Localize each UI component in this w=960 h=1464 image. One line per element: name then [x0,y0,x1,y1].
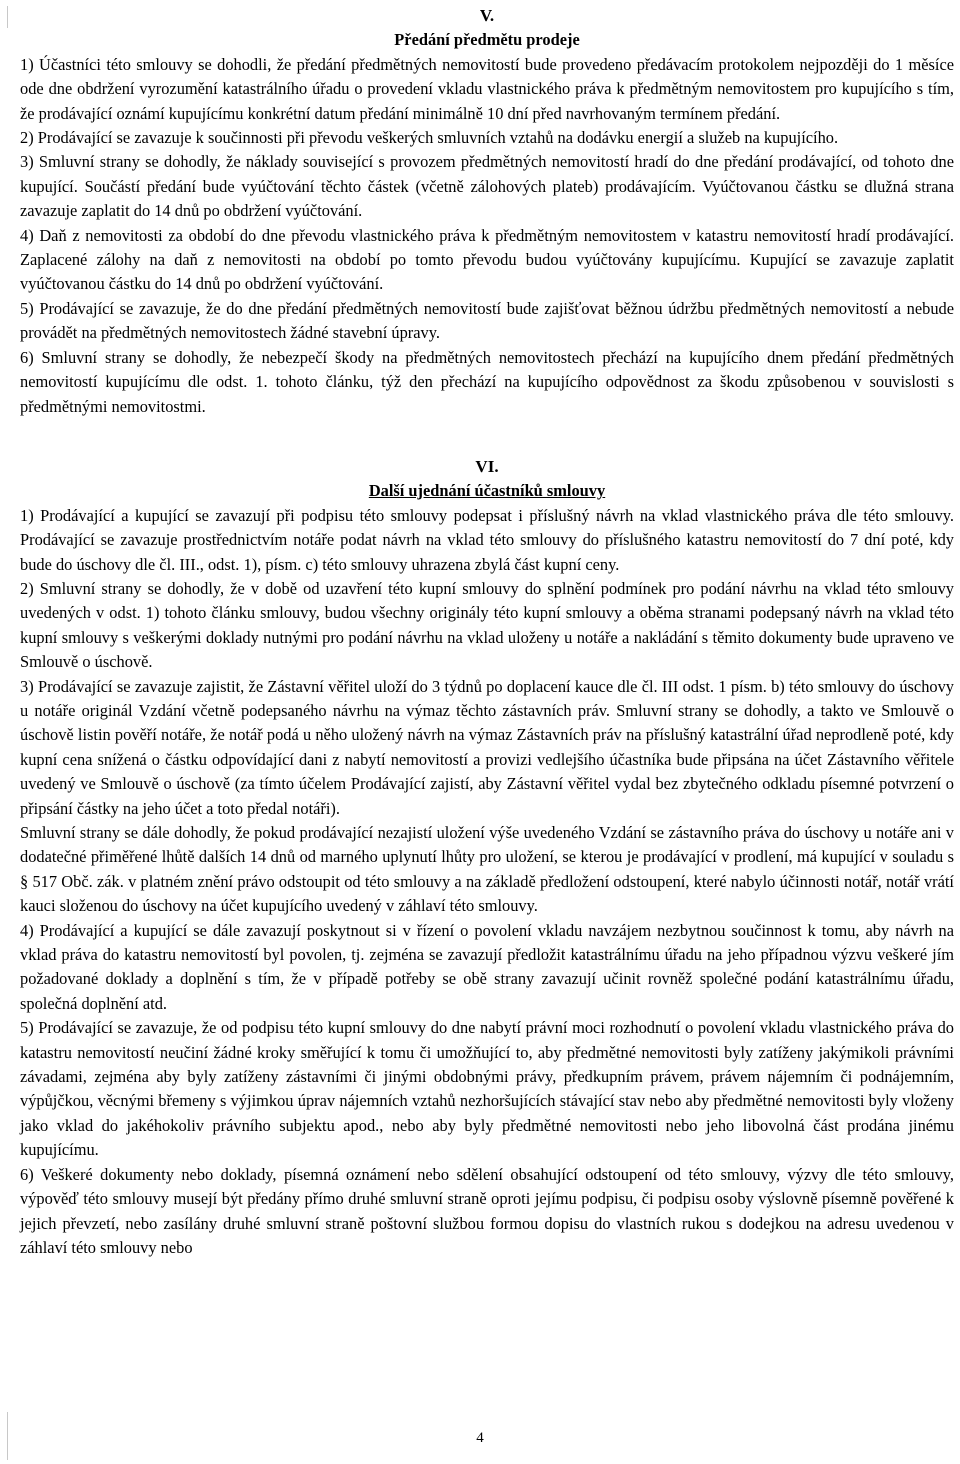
section-5-paragraph-5: 5) Prodávající se zavazuje, že do dne předání předmětných nemovitostí bude zajišťovat běžnou údržbu předmětných nemovitostí a nebude provádět na předmětných nemovitostech žádné stavební úpravy. [20,298,954,343]
section-6-paragraph-3: 3) Prodávající se zavazuje zajistit, že Zástavní věřitel uloží do 3 týdnů po doplacení kauce dle čl. III odst. 1 písm. b) této smlouvy do úschovy u notáře originál Vzdání včetně podepsaného návrhu na výmaz těchto zástavních práv. Smluvní strany se dohodly, a takto ve Smlouvě o úschově listin pověří notáře, že notář podá u něho uložený návrh na výmaz Zástavních práv na příslušný katastrální úřad neprodleně poté, kdy kupní cena snížená o částku odpovídající dani z nabytí nemovitostí a provizi vedlejšího účastníka bude připsána na účet Zástavního věřitele uvedený ve Smlouvě o úschově (za tímto účelem Prodávající zajistí, aby Zástavní věřitel vydal bez zbytečného odkladu písemné potvrzení o připsání částky na jeho účet a toto předal notáři). [20,676,954,818]
section-6-paragraph-3-continued: Smluvní strany se dále dohodly, že pokud prodávající nezajistí uložení výše uvedeného Vzdání se zástavního práva do úschovy u notáře ani v dodatečné přiměřené lhůtě dalších 14 dnů od marného uplynutí lhůty pro uložení, se kterou je prodávající v prodlení, má kupující v souladu s § 517 Obč. zák. v platném znění právo odstoupit od této smlouvy a na základě předložení odstoupení, které nabylo účinnosti notář, notář vrátí kauci složenou do úschovy na účet kupujícího uvedený v záhlaví této smlouvy. [20,823,954,916]
section-5-paragraph-6: 6) Smluvní strany se dohodly, že nebezpečí škody na předmětných nemovitostech přechází na kupujícího dnem předání předmětných nemovitostí kupujícímu dle odst. 1. tohoto článku, týž den přechází na kupujícího odpovědnost za škodu způsobenou v souvislosti s předmětnými nemovitostmi. [20,347,954,416]
section-6-number: VI. [475,456,499,476]
section-6-paragraph-5: 5) Prodávající se zavazuje, že od podpisu této kupní smlouvy do dne nabytí právní moci rozhodnutí o povolení vkladu vlastnického práva do katastru nemovitostí neučiní žádné kroky směřující k tomu či umožňující to, aby předmětné nemovitosti byly zatíženy jakýmikoli právními závadami, zejména aby byly zatíženy zástavními či jinými obdobnými právy, předkupním právem, právem nájemním či podnájemním, výpůjčkou, věcnými břemeny s výjimkou úprav nájemních vztahů nezhoršujících stávající stav nebo aby předmětné nemovitosti byly vloženy jako vklad do jakéhokoliv právního subjektu apod., nebo aby byly předmětné nemovitosti nebo jeho libovolná část prodána jinému kupujícímu. [20,1018,954,1160]
section-5-paragraph-4: 4) Daň z nemovitosti za období do dne převodu vlastnického práva k předmětným nemovitostem v katastru nemovitostí hradí prodávající. Zaplacené zálohy na daň z nemovitosti na období po tomto převodu budou vyúčtovány kupujícímu. Kupující se zavazuje zaplatit vyúčtovanou částku do 14 dnů po obdržení vyúčtování. [20,225,954,294]
left-margin-line-top [7,6,8,28]
section-6-paragraph-1: 1) Prodávající a kupující se zavazují při podpisu této smlouvy podepsat i příslušný návrh na vklad vlastnického práva dle této smlouvy. Prodávající se zavazuje prostřednictvím notáře podat návrh na vklad této smlouvy do příslušného katastru nemovitostí do 7 dní poté, kdy bude do úschovy dle čl. III., odst. 1), písm. c) této smlouvy uhrazena zbylá část kupní ceny. [20,505,954,574]
document-page [20,4,954,1260]
section-6-paragraph-2: 2) Smluvní strany se dohodly, že v době od uzavření této kupní smlouvy do splnění podmínek pro podání návrhu na vklad této smlouvy uvedených v odst. 1) tohoto článku smlouvy, budou všechny originály této kupní smlouvy a oběma stranami podepsaný návrh na vklad této kupní smlouvy s veškerými doklady nutnými pro podání návrhu na vklad uloženy u notáře a nakládání s těmito dokumenty bude upraveno ve Smlouvě o úschově. [20,578,954,672]
section-5-paragraph-2: 2) Prodávající se zavazuje k součinnosti při převodu veškerých smluvních vztahů na dodávku energií a služeb na kupujícího. [20,128,839,148]
section-6-paragraph-4: 4) Prodávající a kupující se dále zavazují poskytnout si v řízení o povolení vkladu navzájem nezbytnou součinnost k tomu, aby návrh na vklad práva do katastru nemovitostí byl povolen, tj. zejména se zavazují předložit katastrálnímu úřadu na jeho případnou výzvu veškeré jím požadované doklady a doplnění s tím, že v případě potřeby se obě strany zavazují učinit rovněž společné podání katastrálnímu úřadu, společná doplnění atd. [20,920,954,1013]
section-5-paragraph-3: 3) Smluvní strany se dohodly, že náklady související s provozem předmětných nemovitostí hradí do dne předání prodávající, od tohoto dne kupující. Součástí předání bude vyúčtování těchto částek (včetně zálohových plateb) prodávajícím. Vyúčtovanou částku se dlužná strana zavazuje zaplatit do 14 dnů po obdržení vyúčtování. [20,152,954,221]
section-6-paragraph-6: 6) Veškeré dokumenty nebo doklady, písemná oznámení nebo sdělení obsahující odstoupení od této smlouvy, výzvy dle této smlouvy, výpověď této smlouvy musejí být předány přímo druhé smluvní straně oproti jejímu podpisu, či podpisu osoby výslovně písemně pověřené k jejich převzetí, nebo zasílány druhé smluvní straně poštovní službou formou dopisu do vlastních rukou s dodejkou na adresu uvedenou v záhlaví této smlouvy nebo [20,1164,954,1257]
page-number: 4 [476,1430,484,1446]
section-6 [20,455,954,1260]
section-6-title: Další ujednání účastníků smlouvy [368,481,606,501]
section-5-title: Předání předmětu prodeje [394,30,580,50]
section-5-paragraph-1: 1) Účastníci této smlouvy se dohodli, že předání předmětných nemovitostí bude provedeno předávacím protokolem nejpozději do 1 měsíce ode dne obdržení vyrozumění katastrálního úřadu o provedení vkladu vlastnického práva k předmětným nemovitostem pro kupujícího s tím, že prodávající oznámí kupujícímu konkrétní datum předání minimálně 10 dní před navrhovaným termínem předání. [20,54,954,123]
section-5-number: V. [479,6,495,25]
section-5 [20,4,954,419]
section-spacer [20,419,954,455]
